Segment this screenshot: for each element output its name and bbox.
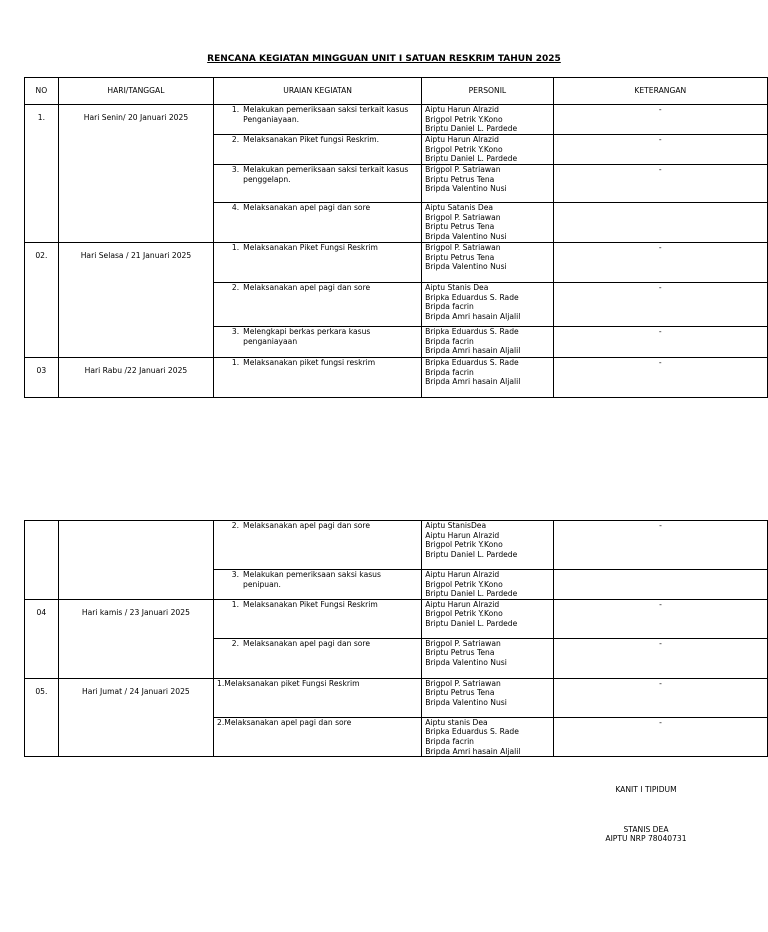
personnel-name: Aiptu stanis Dea [425,717,488,727]
personnel-cell [422,358,553,398]
activity-cell [214,135,422,165]
activity-number: 1. [231,599,240,609]
remarks-cell: - [553,638,767,678]
personnel-name: Briptu Daniel L. Pardede [425,154,518,164]
activity-number: 3. [231,165,240,174]
personnel-name: Bripda facrin [425,736,474,746]
activity-cell [214,327,422,358]
personnel-name: Brigpol P. Satriawan [425,243,501,252]
personnel-cell [422,599,554,638]
personnel-cell [422,283,553,327]
day-date: Hari Rabu /22 Januari 2025 [58,358,213,398]
row-number: 05. [25,678,59,756]
activity-cell [214,570,422,600]
remarks-cell: - [553,521,767,570]
day-date: Hari Senin/ 20 Januari 2025 [58,105,213,243]
activity-cell [214,358,422,398]
activity-number: 1. [231,243,240,252]
activity-text: Melakukan pemeriksaan saksi terkait kasus penggelapn. [243,165,409,184]
personnel-name: Aiptu Harun Alrazid [425,570,500,579]
activity-cell [214,243,422,283]
activity-number: 2. [231,283,240,292]
personnel-name: Brigpol P. Satriawan [425,165,501,174]
remarks-cell: - [553,105,767,135]
personnel-name: Aiptu Harun Alrazid [425,530,500,540]
table-row [25,243,768,283]
activity-text: Melaksanakan Piket Fungsi Reskrim [243,243,378,252]
personnel-name: Briptu Petrus Tena [425,688,495,698]
header-activity: URAIAN KEGIATAN [214,78,422,105]
activity-number: 1. [231,105,240,114]
personnel-name: Briptu Petrus Tena [425,252,495,262]
day-date: Hari Selasa / 21 Januari 2025 [58,243,213,358]
header-personnel: PERSONIL [422,78,553,105]
personnel-name: Briptu Daniel L. Pardede [425,618,518,628]
table-row [25,521,768,570]
activity-number: 2. [231,135,240,144]
personnel-name: Bripda Valentino Nusi [425,231,507,241]
activity-table-1 [24,77,768,398]
personnel-name: Brigpol Petrik Y.Kono [425,540,503,550]
activity-cell [214,105,422,135]
signature-name: STANIS DEA [623,825,669,834]
table-header-row [25,78,768,105]
personnel-name: Aiptu Harun Alrazid [425,599,500,609]
personnel-name: Bripda Amri hasain Aljalil [425,377,521,387]
personnel-name: Brigpol P. Satriawan [425,638,501,648]
personnel-name: Brigpol Petrik Y.Kono [425,579,503,589]
personnel-name: Bripka Eduardus S. Rade [425,727,519,737]
personnel-name: Bripda facrin [425,367,474,377]
row-number: 04 [25,599,59,678]
personnel-name: Aiptu Stanis Dea [425,283,489,292]
day-date: Hari Jumat / 24 Januari 2025 [58,678,213,756]
remarks-cell [553,570,767,600]
activity-text: 1.Melaksanakan piket Fungsi Reskrim [217,678,360,688]
row-number: 02. [25,243,59,358]
personnel-name: Bripka Eduardus S. Rade [425,358,519,367]
personnel-name: Bripda Amri hasain Aljalil [425,311,521,321]
personnel-name: Briptu Daniel L. Pardede [425,124,518,134]
remarks-cell: - [553,165,767,203]
activity-number: 2. [231,638,240,648]
activity-cell [214,521,422,570]
activity-text: Melaksanakan Piket Fungsi Reskrim [243,599,378,609]
activity-text: Melakukan pemeriksaan saksi terkait kasus Penganiayaan. [243,105,409,124]
activity-text: Melaksanakan apel pagi dan sore [243,521,371,530]
row-number [25,521,59,600]
activity-text: Melaksanakan apel pagi dan sore [243,203,371,212]
personnel-cell [422,327,553,358]
activity-number: 2. [231,521,240,530]
personnel-name: Bripda facrin [425,336,474,346]
personnel-name: Brigpol Petrik Y.Kono [425,609,503,619]
table-row [25,358,768,398]
personnel-name: Brigpol Petrik Y.Kono [425,144,503,154]
activity-text: 2.Melaksanakan apel pagi dan sore [217,717,352,727]
personnel-name: Aiptu StanisDea [425,521,487,530]
remarks-cell: - [553,717,767,756]
personnel-cell [422,717,554,756]
personnel-cell [422,521,554,570]
signature-position: KANIT I TIPIDUM [615,785,677,794]
personnel-name: Bripka Eduardus S. Rade [425,327,519,336]
remarks-cell: - [553,327,767,358]
remarks-cell: - [553,283,767,327]
personnel-cell [422,678,554,717]
personnel-cell [422,165,553,203]
personnel-cell [422,243,553,283]
activity-cell [214,678,422,717]
day-date [58,521,213,600]
table-row [25,678,768,717]
signature-rank-nrp: AIPTU NRP 78040731 [605,834,687,843]
activity-cell [214,283,422,327]
personnel-name: Briptu Petrus Tena [425,174,495,184]
personnel-cell [422,638,554,678]
activity-number: 3. [231,327,240,336]
personnel-name: Aiptu Harun Alrazid [425,135,499,144]
personnel-name: Bripda Valentino Nusi [425,697,507,707]
remarks-cell: - [553,135,767,165]
activity-number: 4. [231,203,240,212]
activity-text: Melaksanakan apel pagi dan sore [243,638,371,648]
remarks-cell: - [553,599,767,638]
remarks-cell: - [553,243,767,283]
personnel-name: Bripda Amri hasain Aljalil [425,746,521,756]
personnel-name: Bripda Valentino Nusi [425,184,507,194]
personnel-cell [422,105,553,135]
activity-cell [214,638,422,678]
personnel-name: Bripda Valentino Nusi [425,262,507,272]
personnel-name: Brigpol P. Satriawan [425,212,501,222]
day-date: Hari kamis / 23 Januari 2025 [58,599,213,678]
row-number: 03 [25,358,59,398]
activity-text: Melengkapi berkas perkara kasus penganiayaan [243,327,371,346]
activity-text: Melaksanakan apel pagi dan sore [243,283,371,292]
header-remarks: KETERANGAN [553,78,767,105]
personnel-name: Aiptu Harun Alrazid [425,105,499,114]
document-title: RENCANA KEGIATAN MINGGUAN UNIT I SATUAN RESKRIM TAHUN 2025 [207,54,561,64]
table-row [25,105,768,135]
activity-number: 3. [231,570,240,579]
activity-number: 1. [231,358,240,367]
remarks-cell [553,203,767,243]
activity-table-2 [24,520,768,757]
personnel-cell [422,135,553,165]
activity-text: Melaksanakan piket fungsi reskrim [243,358,376,367]
personnel-name: Briptu Petrus Tena [425,648,495,658]
activity-cell [214,203,422,243]
personnel-cell [422,570,554,600]
activity-cell [214,165,422,203]
activity-cell [214,717,422,756]
personnel-name: Aiptu Satanis Dea [425,203,494,212]
remarks-cell: - [553,358,767,398]
personnel-name: Brigpol P. Satriawan [425,678,501,688]
personnel-cell [422,203,553,243]
personnel-name: Briptu Daniel L. Pardede [425,549,518,559]
personnel-name: Bripka Eduardus S. Rade [425,292,519,302]
header-day: HARI/TANGGAL [58,78,213,105]
personnel-name: Bripda Amri hasain Aljalil [425,346,521,356]
personnel-name: Bripda Valentino Nusi [425,657,507,667]
personnel-name: Briptu Petrus Tena [425,222,495,232]
activity-text: Melakukan pemeriksaan saksi kasus penipuan. [243,570,381,589]
personnel-name: Briptu Daniel L. Pardede [425,589,518,599]
personnel-name: Brigpol Petrik Y.Kono [425,114,503,124]
remarks-cell: - [553,678,767,717]
table-row [25,599,768,638]
header-no: NO [25,78,59,105]
personnel-name: Bripda facrin [425,302,474,312]
activity-text: Melaksanakan Piket fungsi Reskrim. [243,135,380,144]
row-number: 1. [25,105,59,243]
activity-cell [214,599,422,638]
